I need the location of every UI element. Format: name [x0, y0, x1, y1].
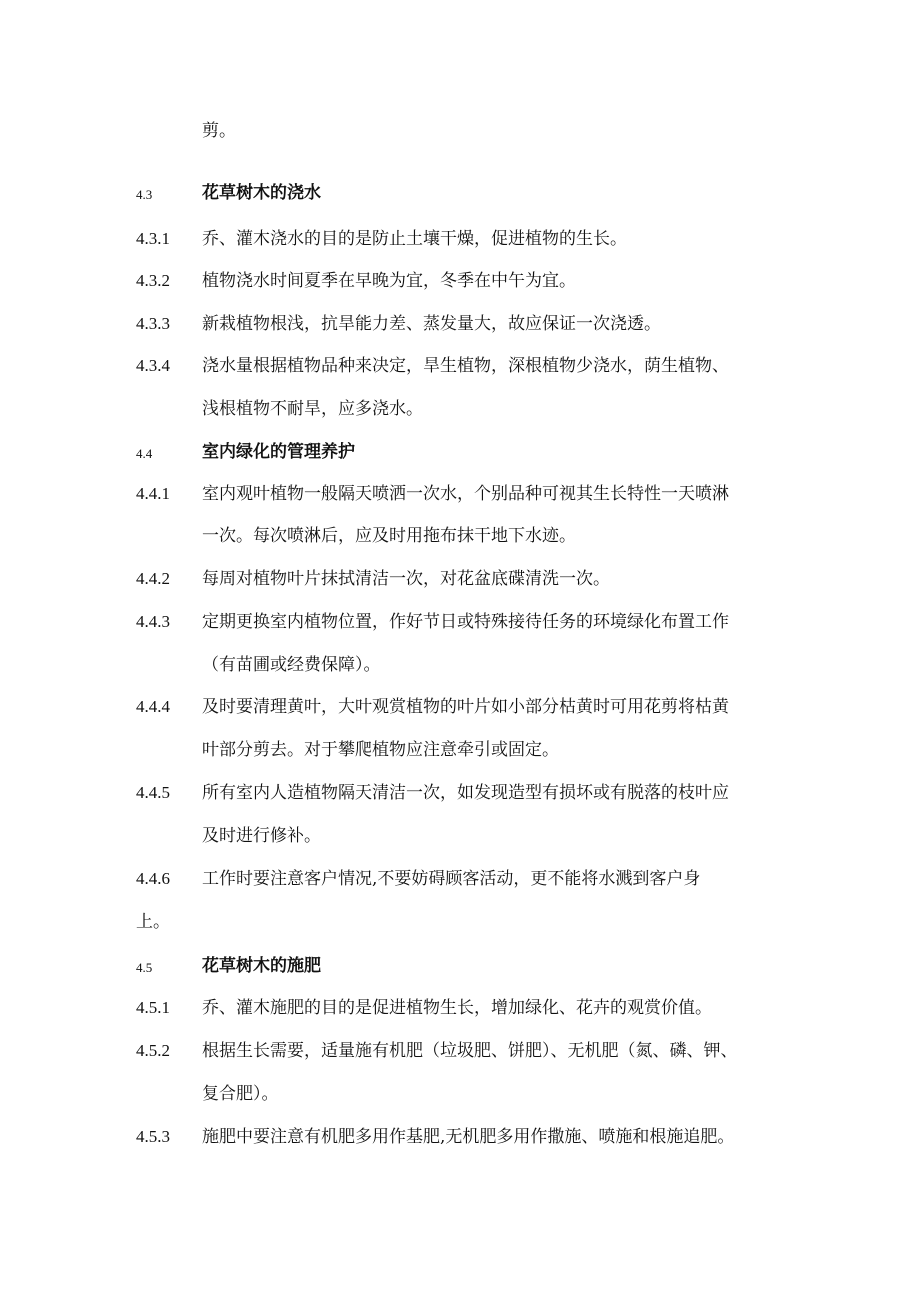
- item-number: 4.4.5: [136, 783, 170, 802]
- section-number: 4.3: [136, 187, 153, 202]
- item-text: 乔、灌木施肥的目的是促进植物生长，增加绿化、花卉的观赏价值。: [202, 998, 712, 1018]
- item-text: 根据生长需要，适量施有机肥（垃圾肥、饼肥）、无机肥（氮、磷、钾、: [202, 1041, 738, 1061]
- item-number: 4.5.1: [136, 998, 170, 1017]
- item-text-continued: 上。: [136, 912, 170, 932]
- item-number: 4.4.3: [136, 612, 170, 631]
- item-text: 定期更换室内植物位置，作好节日或特殊接待任务的环境绿化布置工作: [202, 612, 729, 632]
- item-number: 4.5.3: [136, 1127, 170, 1146]
- item-number: 4.4.2: [136, 569, 170, 588]
- item-number: 4.4.6: [136, 869, 170, 888]
- item-text: 工作时要注意客户情况,不要妨碍顾客活动，更不能将水溅到客户身: [202, 869, 701, 889]
- item-text: 植物浇水时间夏季在早晚为宜，冬季在中午为宜。: [202, 271, 576, 291]
- item-text: 室内观叶植物一般隔天喷洒一次水，个别品种可视其生长特性一天喷淋: [202, 484, 729, 504]
- item-text: 每周对植物叶片抹拭清洁一次，对花盆底碟清洗一次。: [202, 569, 610, 589]
- item-number: 4.4.4: [136, 697, 170, 716]
- item-number: 4.4.1: [136, 484, 170, 503]
- item-text-continued: 及时进行修补。: [202, 826, 321, 846]
- item-text: 乔、灌木浇水的目的是防止土壤干燥，促进植物的生长。: [202, 229, 627, 249]
- item-text: 及时要清理黄叶，大叶观赏植物的叶片如小部分枯黄时可用花剪将枯黄: [202, 697, 729, 717]
- item-number: 4.3.3: [136, 314, 170, 333]
- item-text: 新栽植物根浅，抗旱能力差、蒸发量大，故应保证一次浇透。: [202, 314, 661, 334]
- item-number: 4.3.1: [136, 229, 170, 248]
- item-text: 浇水量根据植物品种来决定，旱生植物，深根植物少浇水，荫生植物、: [202, 356, 729, 376]
- item-text-continued: 一次。每次喷淋后，应及时用拖布抹干地下水迹。: [202, 526, 576, 546]
- item-text: 所有室内人造植物隔天清洁一次，如发现造型有损坏或有脱落的枝叶应: [202, 783, 729, 803]
- section-number: 4.4: [136, 446, 153, 461]
- section-title: 花草树木的浇水: [202, 183, 321, 203]
- item-number: 4.3.2: [136, 271, 170, 290]
- section-title: 花草树木的施肥: [202, 956, 321, 976]
- item-text: 施肥中要注意有机肥多用作基肥,无机肥多用作撒施、喷施和根施追肥。: [202, 1127, 735, 1147]
- item-text-continued: 浅根植物不耐旱，应多浇水。: [202, 399, 423, 419]
- section-number: 4.5: [136, 960, 153, 975]
- item-number: 4.3.4: [136, 356, 170, 375]
- item-text-continued: 叶部分剪去。对于攀爬植物应注意牵引或固定。: [202, 740, 559, 760]
- carry-over-text: 剪。: [202, 121, 236, 141]
- item-number: 4.5.2: [136, 1041, 170, 1060]
- section-title: 室内绿化的管理养护: [202, 442, 355, 462]
- item-text-continued: 复合肥）。: [202, 1084, 279, 1104]
- item-text-continued: （有苗圃或经费保障）。: [202, 655, 381, 675]
